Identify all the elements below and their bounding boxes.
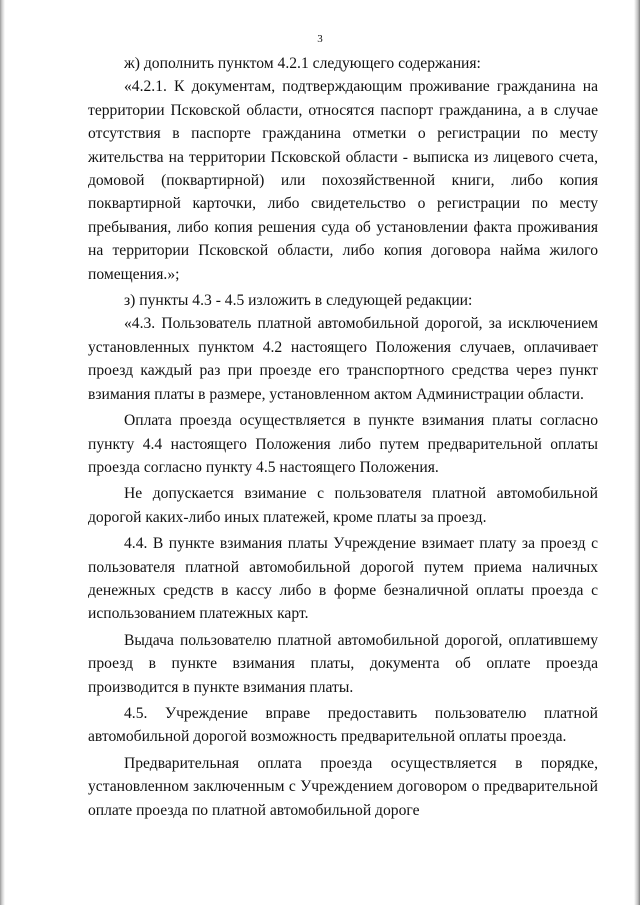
document-body [88, 52, 598, 822]
page-number: 3 [317, 33, 323, 45]
paragraph-receipt-issue: Выдача пользователю платной автомобильной дорогой, оплатившему проезд в пункте взимания платы, документа об оплате проезда производится в пункте взимания платы. [88, 631, 598, 696]
scan-edge-right [634, 0, 640, 905]
paragraph-clause-4-4: 4.4. В пункте взимания платы Учреждение взимает плату за проезд с пользователя платной автомобильной дорогой путем приема наличных денежных средств в кассу либо в форме безналичной оплаты проезда с использованием платежных карт. [88, 535, 598, 623]
paragraph-clause-4-5: 4.5. Учреждение вправе предоставить пользователю платной автомобильной дорогой возможность предварительной оплаты проезда. [88, 704, 598, 746]
paragraph-amendment-z: з) пункты 4.3 - 4.5 изложить в следующей редакции: [124, 292, 473, 310]
paragraph-amendment-zh: ж) дополнить пунктом 4.2.1 следующего содержания: [124, 55, 481, 72]
paragraph-no-other-fees: Не допускается взимание с пользователя платной автомобильной дорогой каких-либо иных платежей, кроме платы за проезд. [88, 485, 598, 526]
scan-edge-left [0, 0, 5, 905]
paragraph-clause-4-2-1: «4.2.1. К документам, подтверждающим проживание гражданина на территории Псковской области, относятся паспорт гражданина, а в случае отсутствия в паспорте гражданина отметки о регистрации по месту жительства на территории Псковской области - выписка из лицевого счета, домовой (поквартирной) или похозяйственной книги, либо копия поквартирной карточки, либо свидетельство о регистрации по месту пребывания, либо копия решения суда об установлении факта проживания на территории Псковской области, либо копия договора найма жилого помещения.»; [88, 78, 598, 283]
paragraph-payment-location: Оплата проезда осуществляется в пункте взимания платы согласно пункту 4.4 настоящего Положения либо путем предварительной оплаты проезда согласно пункту 4.5 настоящего Положения. [88, 412, 598, 476]
paragraph-clause-4-3: «4.3. Пользователь платной автомобильной дорогой, за исключением установленных пунктом 4.2 настоящего Положения случаев, оплачивает проезд каждый раз при проезде его транспортного средства через пункт взимания платы в размере, установленном актом Администрации области. [88, 315, 598, 403]
paragraph-prepayment-order: Предварительная оплата проезда осуществляется в порядке, установленном заключенным с Учреждением договором о предварительной оплате проезда по платной автомобильной дороге [88, 754, 598, 819]
